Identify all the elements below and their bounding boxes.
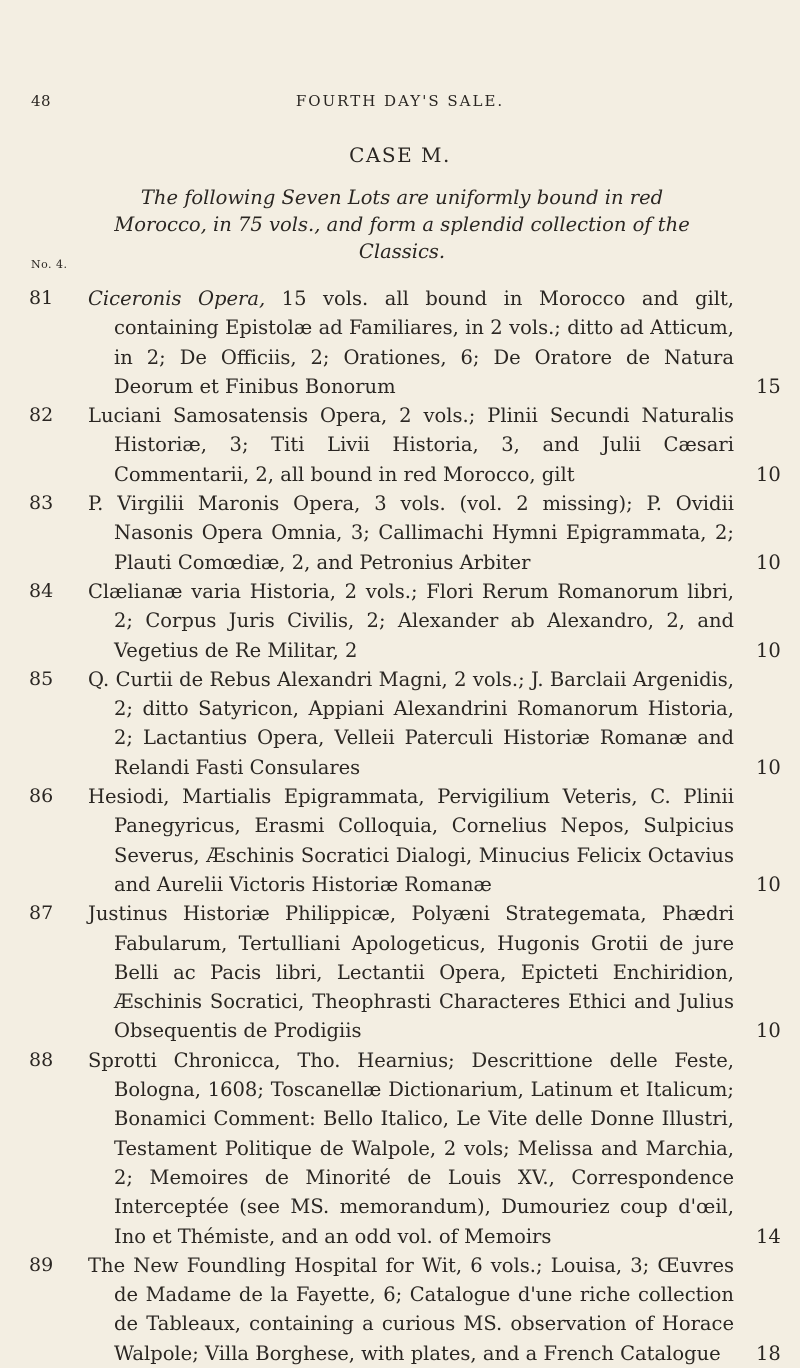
lot-entry <box>0 401 800 489</box>
lot-list <box>0 284 800 1368</box>
lot-number: 83 <box>29 492 54 515</box>
lot-entry <box>0 1046 800 1251</box>
lot-text: Sprotti Chronicca, Tho. Hearnius; Descrittione delle Feste, Bologna, 1608; Toscanellæ Dictionarium, Latinum et Italicum; Bonamici Comment: Bello Italico, Le Vite delle Donne Illustri, Testament Politique de Walpole, 2 vols; Melissa and Marchia, 2; Memoires de Minorité de Louis XV., Correspondence Interceptée (see MS. memorandum), Dumouriez coup d'œil, Ino et Thémiste, and an odd vol. of Memoirs <box>88 1048 734 1248</box>
intro-note: The following Seven Lots are uniformly bound in red Morocco, in 75 vols., and form a splendid collection of the Classics. <box>114 186 690 263</box>
lot-number: 85 <box>29 667 54 690</box>
lot-number: 82 <box>29 404 54 427</box>
lot-entry <box>0 577 800 665</box>
number-label: No. 4. <box>31 258 68 271</box>
lot-text: Clælianæ varia Historia, 2 vols.; Flori Rerum Romanorum libri, 2; Corpus Juris Civilis, 2; Alexander ab Alexandro, 2, and Vegetius de Re Militar, 2 <box>88 579 734 662</box>
lot-text: 15 vols. all bound in Morocco and gilt, containing Epistolæ ad Familiares, in 2 vols.; ditto ad Atticum, in 2; De Officiis, 2; Orationes, 6; De Oratore de Natura Deorum et Finibus Bonorum <box>114 287 734 398</box>
lot-entry <box>0 899 800 1045</box>
lot-entry <box>0 665 800 782</box>
lot-description: Q. Curtii de Rebus Alexandri Magni, 2 vols.; J. Barclaii Argenidis, 2; ditto Satyricon, Appiani Alexandrini Romanorum Historia, 2; Lactantius Opera, Velleii Paterculi Historiæ Romanæ and Relandi Fasti Consulares 10 <box>88 667 781 779</box>
lot-description: Luciani Samosatensis Opera, 2 vols.; Plinii Secundi Naturalis Historiæ, 3; Titi Livii Historia, 3, and Julii Cæsari Commentarii, 2, all bound in red Morocco, gilt 10 <box>88 404 781 486</box>
page-header <box>0 92 800 112</box>
lot-text: Luciani Samosatensis Opera, 2 vols.; Plinii Secundi Naturalis Historiæ, 3; Titi Livii Historia, 3, and Julii Cæsari Commentarii, 2, all bound in red Morocco, gilt <box>88 404 734 486</box>
lot-number: 89 <box>29 1253 54 1276</box>
lot-number: 88 <box>29 1048 54 1071</box>
case-heading: CASE M. <box>349 143 451 167</box>
lot-description: Ciceronis Opera, 15 vols. all bound in Morocco and gilt, containing Epistolæ ad Familiares, in 2 vols.; ditto ad Atticum, in 2; De Officiis, 2; Orationes, 6; De Oratore de Natura Deorum et Finibus Bonorum 15 <box>88 287 781 398</box>
lot-entry <box>0 1251 800 1368</box>
lot-text: Hesiodi, Martialis Epigrammata, Pervigilium Veteris, C. Plinii Panegyricus, Erasmi Colloquia, Cornelius Nepos, Sulpicius Severus, Æschinis Socratici Dialogi, Minucius Felicix Octavius and Aurelii Victoris Historiæ Romanæ <box>88 785 734 896</box>
page-number: 48 <box>31 92 52 110</box>
lot-number: 84 <box>29 579 54 602</box>
lot-number: 81 <box>29 287 54 309</box>
lot-description: Clælianæ varia Historia, 2 vols.; Flori Rerum Romanorum libri, 2; Corpus Juris Civilis, 2; Alexander ab Alexandro, 2, and Vegetius de Re Militar, 2 10 <box>88 579 781 662</box>
lot-description: The New Foundling Hospital for Wit, 6 vols.; Louisa, 3; Œuvres de Madame de la Fayette, 6; Catalogue d'une riche collection de Tableaux, containing a curious MS. observation of Horace Walpole; Villa Borghese, with plates, and a French Catalogue 18 <box>88 1253 781 1365</box>
lot-entry <box>0 489 800 577</box>
lot-text: P. Virgilii Maronis Opera, 3 vols. (vol. 2 missing); P. Ovidii Nasonis Opera Omnia, 3; Callimachi Hymni Epigrammata, 2; Plauti Comœdiæ, 2, and Petronius Arbiter <box>88 492 734 574</box>
lot-description: Sprotti Chronicca, Tho. Hearnius; Descrittione delle Feste, Bologna, 1608; Toscanellæ Dictionarium, Latinum et Italicum; Bonamici Comment: Bello Italico, Le Vite delle Donne Illustri, Testament Politique de Walpole, 2 vols; Melissa and Marchia, 2; Memoires de Minorité de Louis XV., Correspondence Interceptée (see MS. memorandum), Dumouriez coup d'œil, Ino et Thémiste, and an odd vol. of Memoirs 14 <box>88 1048 781 1248</box>
running-title: FOURTH DAY'S SALE. <box>295 92 505 110</box>
lot-italic-title: Ciceronis Opera, <box>88 287 266 310</box>
lot-entry <box>0 284 800 401</box>
lot-entry <box>0 782 800 899</box>
lot-text: The New Foundling Hospital for Wit, 6 vols.; Louisa, 3; Œuvres de Madame de la Fayette, 6; Catalogue d'une riche collection de Tableaux, containing a curious MS. observation of Horace Walpole; Villa Borghese, with plates, and a French Catalogue <box>88 1253 734 1365</box>
lot-description: P. Virgilii Maronis Opera, 3 vols. (vol. 2 missing); P. Ovidii Nasonis Opera Omnia, 3; Callimachi Hymni Epigrammata, 2; Plauti Comœdiæ, 2, and Petronius Arbiter 10 <box>88 492 781 574</box>
lot-text: Q. Curtii de Rebus Alexandri Magni, 2 vols.; J. Barclaii Argenidis, 2; ditto Satyricon, Appiani Alexandrini Romanorum Historia, 2; Lactantius Opera, Velleii Paterculi Historiæ Romanæ and Relandi Fasti Consulares <box>88 667 734 779</box>
lot-number: 87 <box>29 902 54 925</box>
lot-description: Hesiodi, Martialis Epigrammata, Pervigilium Veteris, C. Plinii Panegyricus, Erasmi Colloquia, Cornelius Nepos, Sulpicius Severus, Æschinis Socratici Dialogi, Minucius Felicix Octavius and Aurelii Victoris Historiæ Romanæ 10 <box>88 785 781 896</box>
lot-text: Justinus Historiæ Philippicæ, Polyæni Strategemata, Phædri Fabularum, Tertulliani Apologeticus, Hugonis Grotii de jure Belli ac Pacis libri, Lectantii Opera, Epicteti Enchiridion, Æschinis Socratici, Theophrasti Characteres Ethici and Julius Obsequentis de Prodigiis <box>88 902 734 1043</box>
lot-number: 86 <box>29 785 54 808</box>
lot-description: Justinus Historiæ Philippicæ, Polyæni Strategemata, Phædri Fabularum, Tertulliani Apologeticus, Hugonis Grotii de jure Belli ac Pacis libri, Lectantii Opera, Epicteti Enchiridion, Æschinis Socratici, Theophrasti Characteres Ethici and Julius Obsequentis de Prodigiis 10 <box>88 902 781 1043</box>
